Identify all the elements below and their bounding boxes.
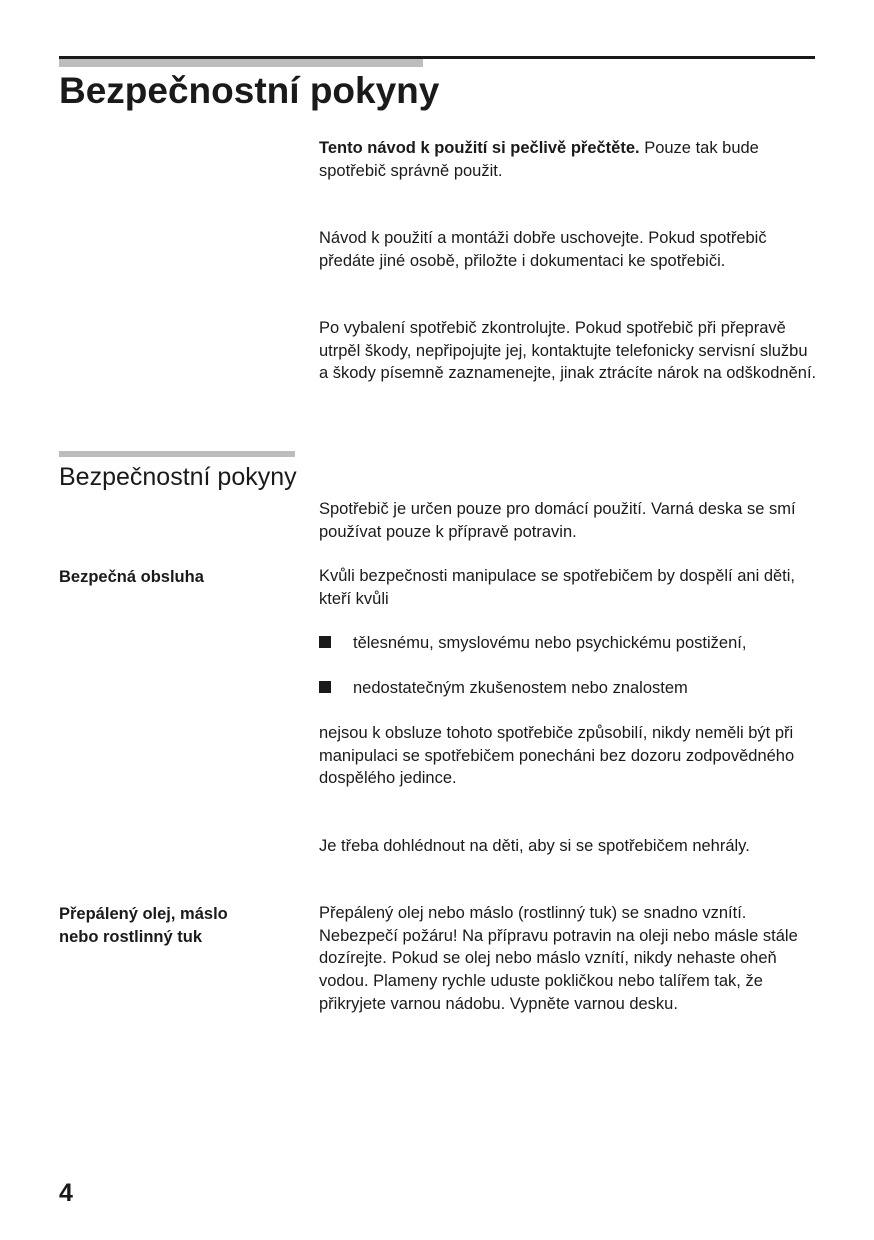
safe-operation-after: nejsou k obsluze tohoto spotřebiče způsobilí, nikdy neměli být při manipulaci se spotřebičem ponecháni bez dozoru zodpovědného dospělého jedince.	[319, 724, 795, 788]
section-heading: Bezpečnostní pokyny	[59, 463, 297, 491]
children-warning: Je třeba dohlédnout na děti, aby si se spotřebičem nehrály.	[319, 837, 750, 855]
page-number: 4	[59, 1179, 73, 1207]
bullet-text: tělesnému, smyslovému nebo psychickému postižení,	[353, 634, 747, 652]
bullet-text: nedostatečným zkušenostem nebo znalostem	[353, 679, 688, 697]
bullet-square-icon	[319, 681, 331, 693]
intro-bold-lead: Tento návod k použití si pečlivě přečtěte.	[319, 139, 640, 157]
safe-operation-lead: Kvůli bezpečnosti manipulace se spotřebičem by dospělí ani děti, kteří kvůli	[319, 567, 796, 608]
safety-intro: Spotřebič je určen pouze pro domácí použití. Varná deska se smí používat pouze k přípravě potravin.	[319, 500, 796, 541]
section-rule	[59, 451, 295, 457]
bullet-item	[319, 677, 688, 700]
overheated-oil-text: Přepálený olej nebo máslo (rostlinný tuk) se snadno vznítí. Nebezpečí požáru! Na přípravu potravin na oleji nebo másle stále dozírejte. Pokud se olej nebo máslo vznítí, nikdy nehaste oheň vodou. Plameny rychle uduste pokličkou nebo talířem tak, že přikryjete varnou nádobu. Vypněte varnou desku.	[319, 904, 798, 1013]
bullet-square-icon	[319, 636, 331, 648]
top-rule-accent	[59, 59, 423, 67]
intro-rest: Pouze tak bude spotřebič správně použit.	[319, 139, 759, 180]
side-label-safe-operation: Bezpečná obsluha	[59, 568, 204, 586]
side-label-overheated-oil: Přepálený olej, máslo nebo rostlinný tuk	[59, 905, 228, 946]
page-title: Bezpečnostní pokyny	[59, 70, 440, 111]
bullet-item	[319, 632, 746, 655]
intro-paragraph-3: Po vybalení spotřebič zkontrolujte. Pokud spotřebič při přepravě utrpěl škody, nepřipojujte jej, kontaktujte telefonicky servisní službu a škody písemně zaznamenejte, jinak ztrácíte nárok na odškodnění.	[319, 319, 817, 383]
intro-paragraph-2: Návod k použití a montáži dobře uschovejte. Pokud spotřebič předáte jiné osobě, přiložte i dokumentaci ke spotřebiči.	[319, 229, 767, 270]
intro-paragraph-1	[319, 137, 819, 182]
